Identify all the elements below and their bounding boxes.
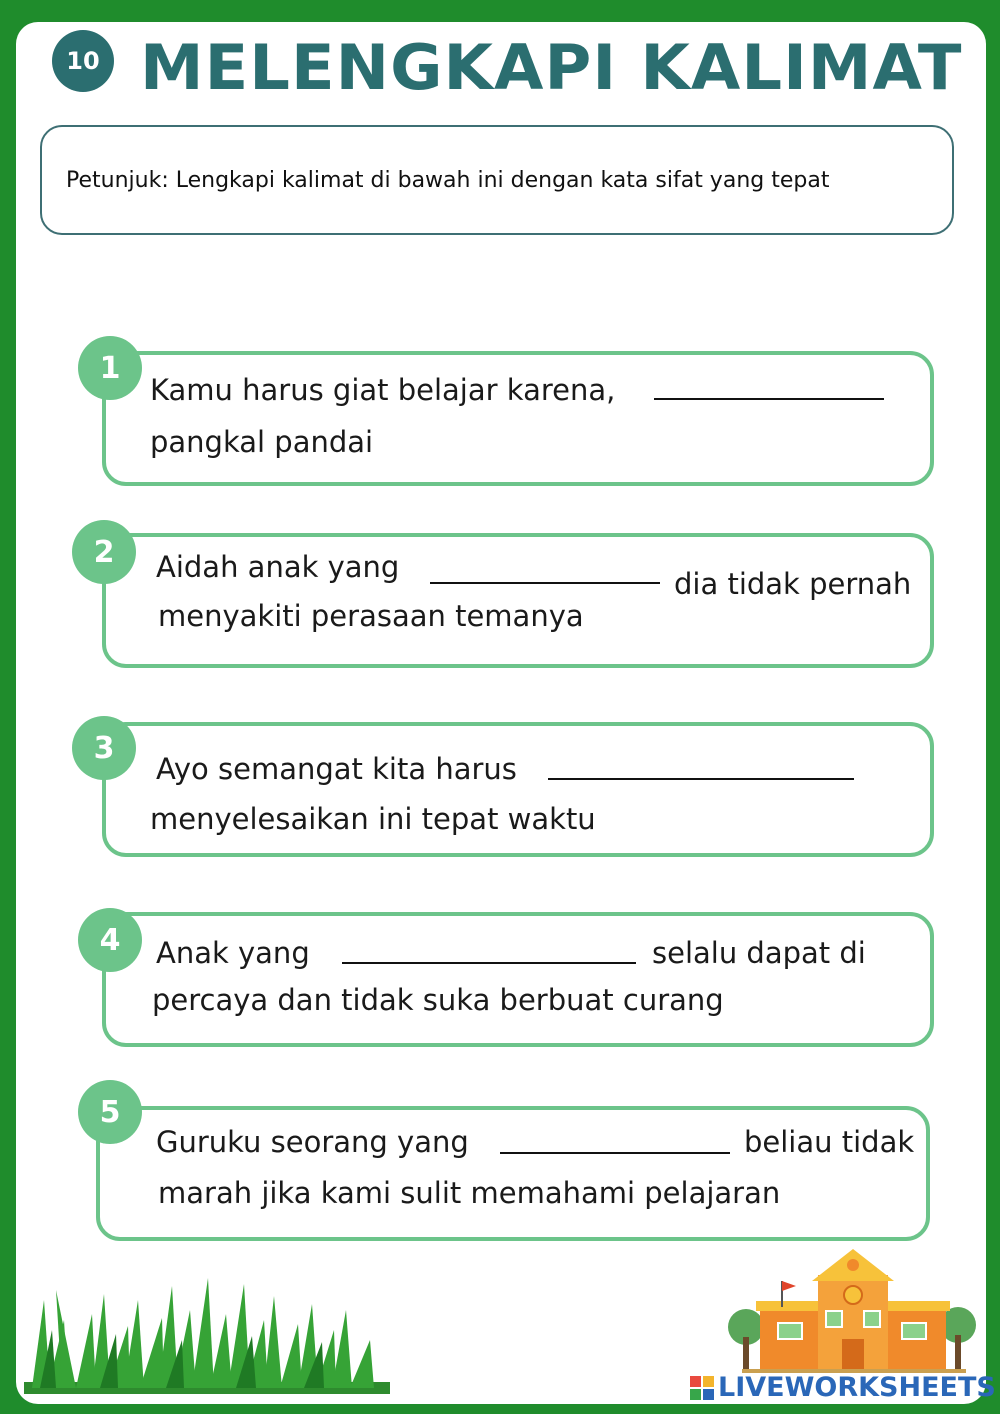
worksheet-number-badge xyxy=(52,30,114,92)
liveworksheets-brand xyxy=(690,1372,996,1403)
school-building-illustration xyxy=(722,1245,982,1375)
question-3-text-before: Ayo semangat kita harus xyxy=(156,752,517,786)
question-box-4 xyxy=(102,912,934,1047)
answer-blank-5[interactable] xyxy=(500,1152,730,1154)
question-number-3: 3 xyxy=(72,716,136,780)
liveworksheets-logo-icon xyxy=(690,1376,714,1400)
answer-blank-3[interactable] xyxy=(548,778,854,780)
question-3-text-line2: menyelesaikan ini tepat waktu xyxy=(150,802,596,836)
question-4-text-after: selalu dapat di xyxy=(652,936,866,970)
question-4-text-before: Anak yang xyxy=(156,936,310,970)
question-1-text-before: Kamu harus giat belajar karena, xyxy=(150,373,616,407)
page-title: MELENGKAPI KALIMAT xyxy=(140,31,963,104)
question-4-text-line2: percaya dan tidak suka berbuat curang xyxy=(152,983,724,1017)
question-number-4: 4 xyxy=(78,908,142,972)
question-2-text-before: Aidah anak yang xyxy=(156,550,400,584)
question-1-text-line2: pangkal pandai xyxy=(150,425,374,459)
question-number-5: 5 xyxy=(78,1080,142,1144)
answer-blank-2[interactable] xyxy=(430,582,660,584)
question-number-2: 2 xyxy=(72,520,136,584)
question-2-text-line2: menyakiti perasaan temanya xyxy=(158,599,584,633)
brand-text: LIVEWORKSHEETS xyxy=(718,1372,996,1403)
question-5-text-line2: marah jika kami sulit memahami pelajaran xyxy=(158,1176,781,1210)
answer-blank-1[interactable] xyxy=(654,398,884,400)
grass-illustration xyxy=(12,1270,392,1400)
question-2-text-after: dia tidak pernah xyxy=(674,567,912,601)
question-5-text-before: Guruku seorang yang xyxy=(156,1125,469,1159)
answer-blank-4[interactable] xyxy=(342,962,636,964)
question-number-1: 1 xyxy=(78,336,142,400)
instruction-box xyxy=(40,125,954,235)
worksheet-number: 10 xyxy=(66,47,100,75)
question-5-text-after: beliau tidak xyxy=(744,1125,915,1159)
instruction-text: Petunjuk: Lengkapi kalimat di bawah ini dengan kata sifat yang tepat xyxy=(66,167,830,193)
